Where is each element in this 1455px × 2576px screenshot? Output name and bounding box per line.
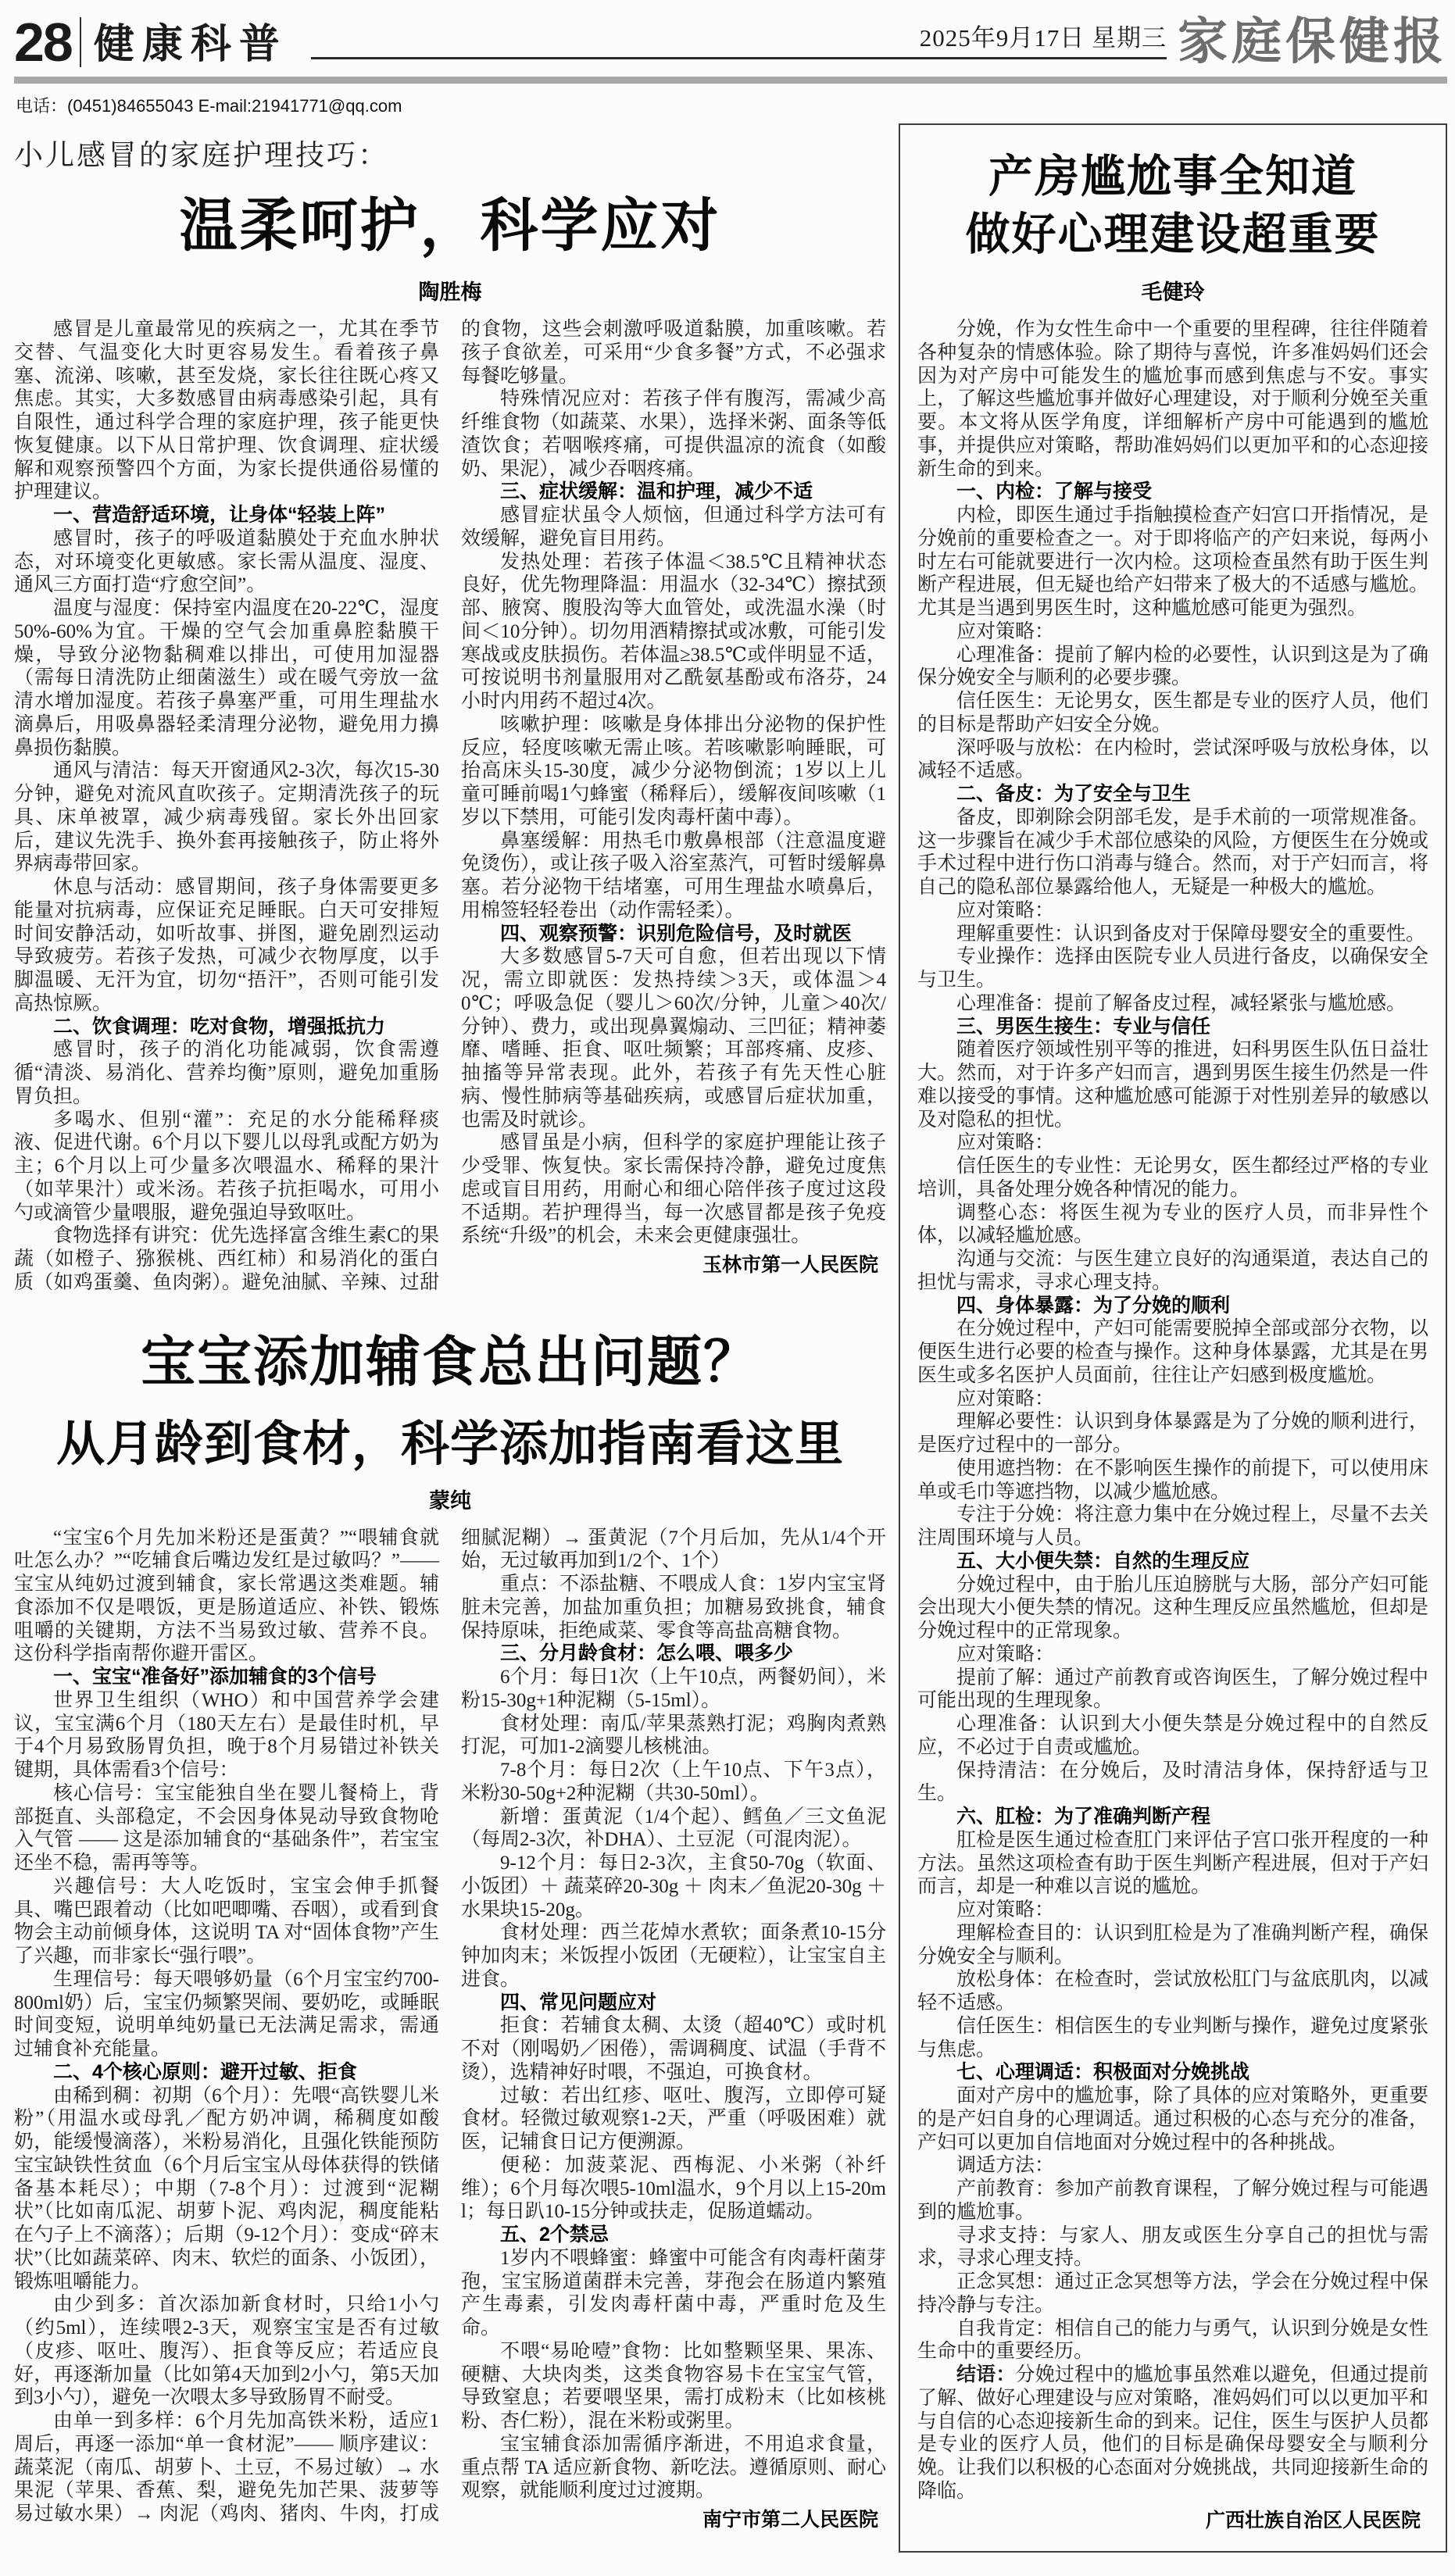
paragraph: 寻求支持：与家人、朋友或医生分享自己的担忧与需求，寻求心理支持。 xyxy=(917,2224,1428,2270)
article-signature: 广西壮族自治区人民医院 xyxy=(1205,2509,1421,2531)
article-baby-feeding-guide xyxy=(14,1318,886,2532)
paragraph: 心理准备：认识到大小便失禁是分娩过程中的自然反应，不必过于自责或尴尬。 xyxy=(917,1713,1428,1758)
section-heading: 四、常见问题应对 xyxy=(500,1991,657,2013)
paragraph: 在分娩过程中，产妇可能需要脱掉全部或部分衣物，以便医生进行必要的检查与操作。这种身体暴露，尤其是在男医生或多名医护人员面前，往往让产妇感到极度尴尬。 xyxy=(917,1318,1428,1386)
paragraph: 通风与清洁：每天开窗通风2-3次，每次15-30分钟，避免对流风直吹孩子。定期清洗孩子的玩具、床单被罩，减少病毒残留。家长外出回家后，建议先洗手、换外套再接触孩子，防止将外界病毒带回家。 xyxy=(14,760,439,875)
header-rule xyxy=(311,18,1167,59)
paragraph: 正念冥想：通过正念冥想等方法，学会在分娩过程中保持冷静与专注。 xyxy=(917,2271,1428,2316)
paragraph: 食物选择有讲究：优先选择富含维生素C的果蔬（如橙子、猕猴桃、西红柿）和易消化的蛋白质（如鸡蛋羹、鱼肉粥）。避免油腻、辛辣、过甜的食物，这些会刺激呼吸道黏膜，加重咳嗽。若孩子食欲差，可采用“少食多餐”方式，不必强求每餐吃够量。 xyxy=(14,319,886,1293)
article3-body xyxy=(917,318,1428,2532)
section-heading: 四、观察预警：识别危险信号，及时就医 xyxy=(500,922,853,945)
paragraph: 放松身体：在检查时，尝试放松肛门与盆底肌肉，以减轻不适感。 xyxy=(917,1969,1428,2014)
paragraph: 心理准备：提前了解备皮过程，减轻紧张与尴尬感。 xyxy=(956,992,1407,1014)
paragraph: 理解重要性：认识到备皮对于保障母婴安全的重要性。 xyxy=(956,923,1426,945)
section-heading: 五、2个禁忌 xyxy=(500,2224,609,2246)
paragraph: 9-12个月：每日2-3次，主食50-70g（软面、小饭团）＋ 蔬菜碎20-30g ＋ 肉末／鱼泥20-30g ＋ 水果块15-20g。 xyxy=(461,1853,886,1920)
paragraph: 感冒时，孩子的呼吸道黏膜处于充血水肿状态，对环境变化更敏感。家长需从温度、湿度、通风三方面打造“疗愈空间”。 xyxy=(14,527,439,596)
paragraph: 由单一到多样：6个月先加高铁米粉，适应1周后，再逐一添加“单一食材泥”—— 顺序建议：蔬菜泥（南瓜、胡萝卜、土豆，不易过敏）→ 水果泥（苹果、香蕉、梨，避免先加芒果、菠萝等易过敏水果）→ 肉泥（鸡肉、猪肉、牛肉，打成细腻泥糊）→ 蛋黄泥（7个月后加，先从1/4个开始，无过敏再加到1/2个、1个） xyxy=(14,1527,886,2524)
paragraph: 新增：蛋黄泥（1/4个起）、鳕鱼／三文鱼泥（每周2-3次，补DHA）、土豆泥（可混肉泥）。 xyxy=(461,1806,886,1851)
paragraph: 拒食：若辅食太稠、太烫（超40℃）或时机不对（刚喝奶／困倦），需调稠度、试温（手背不烫），选精神好时喂，不强迫，可换食材。 xyxy=(461,2015,886,2083)
paragraph: 分娩过程中，由于胎儿压迫膀胱与大肠，部分产妇可能会出现大小便失禁的情况。这种生理反应虽然尴尬，但却是分娩过程中的正常现象。 xyxy=(917,1574,1428,1642)
paragraph: 肛检是医生通过检查肛门来评估子宫口张开程度的一种方法。虽然这项检查有助于医生判断产程进展，但对于产妇而言，却是一种难以言说的尴尬。 xyxy=(917,1829,1428,1898)
paragraph: 发热处理：若孩子体温＜38.5℃且精神状态良好，优先物理降温：用温水（32-34℃）擦拭颈部、腋窝、腹股沟等大血管处，或洗温水澡（时间＜10分钟）。切勿用酒精擦拭或冰敷，可能引发寒战或皮肤损伤。若体温≥38.5℃或伴明显不适，可按说明书剂量服用对乙酰氨基酚或布洛芬，24小时内用药不超过4次。 xyxy=(461,551,886,712)
article2-title-line1: 宝宝添加辅食总出问题？ xyxy=(141,1332,760,1393)
section-heading: 一、宝宝“准备好”添加辅食的3个信号 xyxy=(53,1666,377,1688)
paragraph: 由稀到稠：初期（6个月）：先喂“高铁婴儿米粉”（用温水或母乳／配方奶冲调，稀稠度如酸奶，能缓慢滴落），米粉易消化，且强化铁能预防宝宝缺铁性贫血（6个月后宝宝从母体获得的铁储备基本耗尽）；中期（7-8个月）：过渡到“泥糊状”（比如南瓜泥、胡萝卜泥、鸡肉泥，稠度能粘在勺子上不滴落）；后期（9-12个月）：变成“碎末状”（比如蔬菜碎、肉末、软烂的面条、小饭团），锻炼咀嚼能力。 xyxy=(14,2085,439,2292)
section-heading: 三、分月龄食材：怎么喂、喂多少 xyxy=(500,1642,794,1665)
section-heading: 三、症状缓解：温和护理，减少不适 xyxy=(500,481,813,503)
paragraph: 心理准备：提前了解内检的必要性，认识到这是为了确保分娩安全与顺利的必要步骤。 xyxy=(917,644,1428,689)
article1-title: 温柔呵护，科学应对 xyxy=(179,195,721,259)
article-signature: 南宁市第二人民医院 xyxy=(702,2509,878,2531)
paragraph: 应对策略： xyxy=(956,899,1055,921)
section-heading: 二、饮食调理：吃对食物，增强抵抗力 xyxy=(53,1015,386,1038)
section-heading: 七、心理调适：积极面对分娩挑战 xyxy=(956,2061,1250,2084)
page-number: 28 xyxy=(14,12,72,73)
paragraph: 鼻塞缓解：用热毛巾敷鼻根部（注意温度避免烫伤），或让孩子吸入浴室蒸汽，可暂时缓解鼻塞。若分泌物干结堵塞，可用生理盐水喷鼻后，用棉签轻轻卷出（动作需轻柔）。 xyxy=(461,830,886,921)
paragraph: “宝宝6个月先加米粉还是蛋黄？”“喂辅食就吐怎么办？”“吃辅食后嘴边发红是过敏吗？”—— 宝宝从纯奶过渡到辅食，家长常遇这类难题。辅食添加不仅是喂饭，更是肠道适应、补铁、锻炼咀嚼的关键期，方法不当易致过敏、营养不良。这份科学指南帮你避开雷区。 xyxy=(14,1527,439,1665)
paragraph: 食材处理：西兰花焯水煮软；面条煮10-15分钟加肉末；米饭捏小饭团（无硬粒），让宝宝自主进食。 xyxy=(461,1922,886,1990)
article1-kicker: 小儿感冒的家庭护理技巧： xyxy=(14,140,389,172)
paragraph: 1岁内不喂蜂蜜：蜂蜜中可能含有肉毒杆菌芽孢，宝宝肠道菌群未完善，芽孢会在肠道内繁殖产生毒素，引发肉毒杆菌中毒，严重时危及生命。 xyxy=(461,2247,886,2338)
header-thick-rule xyxy=(14,77,1447,84)
paragraph: 备皮，即剃除会阴部毛发，是手术前的一项常规准备。这一步骤旨在减少手术部位感染的风险，方便医生在分娩或手术过程中进行伤口消毒与缝合。然而，对于产妇而言，将自己的隐私部位暴露给他人，无疑是一种极大的尴尬。 xyxy=(917,806,1428,899)
paragraph: 7-8个月：每日2次（上午10点、下午3点），米粉30-50g+2种泥糊（共30-50ml）。 xyxy=(461,1760,886,1804)
article-signature: 玉林市第一人民医院 xyxy=(702,1254,878,1276)
paragraph: 提前了解：通过产前教育或咨询医生，了解分娩过程中可能出现的生理现象。 xyxy=(917,1667,1428,1712)
section-heading: 五、大小便失禁：自然的生理反应 xyxy=(956,1549,1250,1572)
article3-title xyxy=(917,148,1428,264)
paragraph: 信任医生：相信医生的专业判断与操作，避免过度紧张与焦虑。 xyxy=(917,2015,1428,2060)
paragraph: 随着医疗领域性别平等的推进，妇科男医生队伍日益壮大。然而，对于许多产妇而言，遇到男医生接生仍然是一件难以接受的事情。这种尴尬感可能源于对性别差异的敏感以及对隐私的担忧。 xyxy=(917,1039,1428,1131)
paragraph: 面对产房中的尴尬事，除了具体的应对策略外，更重要的是产妇自身的心理调适。通过积极的心态与充分的准备，产妇可以更加自信地面对分娩过程中的各种挑战。 xyxy=(917,2085,1428,2153)
paragraph: 温度与湿度：保持室内温度在20-22℃，湿度50%-60%为宜。干燥的空气会加重鼻腔黏膜干燥，导致分泌物黏稠难以排出，可使用加湿器（需每日清洗防止细菌滋生）或在暖气旁放一盆清水增加湿度。若孩子鼻塞严重，可用生理盐水滴鼻后，用吸鼻器轻柔清理分泌物，避免用力擤鼻损伤黏膜。 xyxy=(14,598,439,759)
section-heading: 一、内检：了解与接受 xyxy=(956,481,1153,503)
paragraph: 内检，即医生通过手指触摸检查产妇宫口开指情况，是分娩前的重要检查之一。对于即将临产的产妇来说，每两小时左右可能就要进行一次内检。这项检查虽然有助于医生判断产程进展，但无疑也给产妇带来了极大的不适感与尴尬。尤其是当遇到男医生时，这种尴尬感可能更为强烈。 xyxy=(917,505,1428,620)
paragraph: 信任医生的专业性：无论男女，医生都经过严格的专业培训，具备处理分娩各种情况的能力。 xyxy=(917,1156,1428,1200)
article1-body xyxy=(14,318,886,1295)
section-heading: 二、备皮：为了安全与卫生 xyxy=(956,783,1192,806)
paragraph: 6个月：每日1次（上午10点，两餐奶间），米粉15-30g+1种泥糊（5-15ml）。 xyxy=(461,1667,886,1711)
left-region xyxy=(14,123,886,2553)
article2-body xyxy=(14,1527,886,2532)
header-divider xyxy=(80,17,81,67)
paragraph: 调整心态：将医生视为专业的医疗人员，而非异性个体，以减轻尴尬感。 xyxy=(917,1202,1428,1247)
article2-title xyxy=(14,1318,886,1474)
paragraph: 感冒症状虽令人烦恼，但通过科学方法可有效缓解，避免盲目用药。 xyxy=(461,505,886,549)
paragraph: 沟通与交流：与医生建立良好的沟通渠道，表达自己的担忧与需求，寻求心理支持。 xyxy=(917,1249,1428,1293)
article2-title-line2: 从月龄到食材，科学添加指南看这里 xyxy=(55,1417,844,1471)
paragraph: 由少到多：首次添加新食材时，只给1小勺（约5ml），连续喂2-3天，观察宝宝是否有过敏（皮疹、呕吐、腹泻）、拒食等反应；若适应良好，再逐渐加量（比如第4天加到2小勺，第5天加到3小勺），避免一次喂太多导致肠胃不耐受。 xyxy=(14,2294,439,2409)
issue-date: 2025年9月17日 星期三 xyxy=(919,24,1167,52)
paragraph: 大多数感冒5-7天可自愈，但若出现以下情况，需立即就医：发热持续＞3天，或体温＞40℃；呼吸急促（婴儿＞60次/分钟，儿童＞40次/分钟）、费力，或出现鼻翼煽动、三凹征；精神萎靡、嗜睡、拒食、呕吐频繁；耳部疼痛、皮疹、抽搐等异常表现。此外，若孩子有先天性心脏病、慢性肺病等基础疾病，或感冒后症状加重，也需及时就诊。 xyxy=(461,946,886,1131)
paragraph: 特殊情况应对：若孩子伴有腹泻，需减少高纤维食物（如蔬菜、水果），选择米粥、面条等低渣饮食；若咽喉疼痛，可提供温凉的流食（如酸奶、果泥），减少吞咽疼痛。 xyxy=(461,388,886,480)
paragraph: 保持清洁：在分娩后，及时清洁身体，保持舒适与卫生。 xyxy=(917,1760,1428,1805)
paragraph: 不喂“易呛噎”食物：比如整颗坚果、果冻、硬糖、大块肉类，这类食物容易卡在宝宝气管，导致窒息；若要喂坚果，需打成粉末（比如核桃粉、杏仁粉），混在米粉或粥里。 xyxy=(461,2340,886,2431)
paragraph: 世界卫生组织（WHO）和中国营养学会建议，宝宝满6个月（180天左右）是最佳时机，早于4个月易致肠胃负担，晚于8个月易错过补铁关键期，具体需看3个信号： xyxy=(14,1689,439,1781)
paragraph: 调适方法： xyxy=(956,2155,1055,2177)
paragraph: 结语：分娩过程中的尴尬事虽然难以避免，但通过提前了解、做好心理建设与应对策略，准妈妈们可以以更加平和与自信的心态迎接新生命的到来。记住，医生与医护人员都是专业的医疗人员，他们的目标是确保母婴安全与顺利分娩。让我们以积极的心态面对分娩挑战，共同迎接新生命的降临。 xyxy=(917,2364,1428,2502)
paragraph: 感冒时，孩子的消化功能减弱，饮食需遵循“清淡、易消化、营养均衡”原则，避免加重肠胃负担。 xyxy=(14,1039,439,1107)
paragraph: 应对策略： xyxy=(956,1899,1055,1921)
paragraph: 信任医生：无论男女，医生都是专业的医疗人员，他们的目标是帮助产妇安全分娩。 xyxy=(917,691,1428,735)
paragraph: 生理信号：每天喂够奶量（6个月宝宝约700-800ml奶）后，宝宝仍频繁哭闹、要奶吃，或睡眠时间变短，说明单纯奶量已无法满足需求，需通过辅食补充能量。 xyxy=(14,1968,439,2060)
paragraph: 核心信号：宝宝能独自坐在婴儿餐椅上，背部挺直、头部稳定，不会因身体晃动导致食物呛入气管 —— 这是添加辅食的“基础条件”，若宝宝还坐不稳，需再等等。 xyxy=(14,1782,439,1874)
paragraph: 食材处理：南瓜/苹果蒸熟打泥；鸡胸肉煮熟打泥，可加1-2滴婴儿核桃油。 xyxy=(461,1713,886,1758)
article1-author: 陶胜梅 xyxy=(418,280,482,304)
section-heading: 二、4个核心原则：避开过敏、拒食 xyxy=(53,2060,357,2083)
section-heading: 一、营造舒适环境，让身体“轻装上阵” xyxy=(53,504,386,526)
article2-author: 蒙纯 xyxy=(429,1488,471,1513)
paragraph: 专注于分娩：将注意力集中在分娩过程上，尽量不去关注周围环境与人员。 xyxy=(917,1504,1428,1549)
paragraph: 休息与活动：感冒期间，孩子身体需要更多能量对抗病毒，应保证充足睡眠。白天可安排短时间安静活动，如听故事、拼图，避免剧烈运动导致疲劳。若孩子发热，可减少衣物厚度，以手脚温暖、无汗为宜，切勿“捂汗”，否则可能引发高热惊厥。 xyxy=(14,877,439,1014)
paragraph: 多喝水、但别“灌”：充足的水分能稀释痰液、促进代谢。6个月以下婴儿以母乳或配方奶为主；6个月以上可少量多次喂温水、稀释的果汁（如苹果汁）或米汤。若孩子抗拒喝水，可用小勺或滴管少量喂服，避免强迫导致呕吐。 xyxy=(14,1109,439,1224)
paragraph: 过敏：若出红疹、呕吐、腹泻，立即停可疑食材。轻微过敏观察1-2天，严重（呼吸困难）就医，记辅食日记方便溯源。 xyxy=(461,2085,886,2153)
paragraph: 深呼吸与放松：在内检时，尝试深呼吸与放松身体，以减轻不适感。 xyxy=(917,737,1428,782)
paragraph: 宝宝辅食添加需循序渐进，不用追求食量，重点帮 TA 适应新食物、新吃法。遵循原则、耐心观察，就能顺利度过过渡期。 xyxy=(461,2433,886,2502)
article-child-cold-care xyxy=(14,131,886,1295)
paragraph: 感冒是儿童最常见的疾病之一，尤其在季节交替、气温变化大时更容易发生。看着孩子鼻塞、流涕、咳嗽，甚至发烧，家长往往既心疼又焦虑。其实，大多数感冒由病毒感染引起，具有自限性，通过科学合理的家庭护理，孩子能更快恢复健康。以下从日常护理、饮食调理、症状缓解和观察预警四个方面，为家长提供通俗易懂的护理建议。 xyxy=(14,319,439,503)
paragraph: 应对策略： xyxy=(956,1388,1055,1409)
paragraph: 感冒虽是小病，但科学的家庭护理能让孩子少受罪、恢复快。家长需保持冷静，避免过度焦虑或盲目用药，用耐心和细心陪伴孩子度过这段不适期。若护理得当，每一次感冒都是孩子免疫系统“升级”的机会，未来会更健康强壮。 xyxy=(461,1132,886,1247)
article3-title-line2: 做好心理建设超重要 xyxy=(965,210,1381,260)
paragraph: 兴趣信号：大人吃饭时，宝宝会伸手抓餐具、嘴巴跟着动（比如吧唧嘴、吞咽），或看到食物会主动前倾身体，这说明 TA 对“固体食物”产生了兴趣，而非家长“强行喂”。 xyxy=(14,1875,439,1967)
section-heading: 六、肛检：为了准确判断产程 xyxy=(956,1806,1211,1828)
masthead: 家庭保健报 xyxy=(1178,14,1447,70)
paragraph: 咳嗽护理：咳嗽是身体排出分泌物的保护性反应，轻度咳嗽无需止咳。若咳嗽影响睡眠，可抬高床头15-30度，减少分泌物倒流；1岁以上儿童可睡前喝1勺蜂蜜（稀释后），缓解夜间咳嗽（1岁以下禁用，可能引发肉毒杆菌中毒）。 xyxy=(461,713,886,828)
article-delivery-room-box xyxy=(899,123,1447,2553)
paragraph: 重点：不添盐糖、不喂成人食：1岁内宝宝肾脏未完善，加盐加重负担；加糖易致挑食，辅食保持原味，拒绝咸菜、零食等高盐高糖食物。 xyxy=(461,1574,886,1642)
paragraph: 应对策略： xyxy=(956,1132,1055,1154)
paragraph: 分娩，作为女性生命中一个重要的里程碑，往往伴随着各种复杂的情感体验。除了期待与喜悦，许多准妈妈们还会因为对产房中可能发生的尴尬事而感到焦虑与不安。事实上，了解这些尴尬事并做好心理建设，对于顺利分娩至关重要。本文将从医学角度，详细解析产房中可能遇到的尴尬事，并提供应对策略，帮助准妈妈们以更加平和的心态迎接新生命的到来。 xyxy=(917,319,1428,480)
article3-author: 毛健玲 xyxy=(1141,280,1205,305)
page-header xyxy=(14,12,1447,73)
section-heading: 三、男医生接生：专业与信任 xyxy=(956,1015,1211,1038)
article3-title-line1: 产房尴尬事全知道 xyxy=(988,152,1357,202)
section-title: 健康科普 xyxy=(93,23,288,67)
page-content xyxy=(14,123,1447,2553)
paragraph: 使用遮挡物：在不影响医生操作的前提下，可以使用床单或毛巾等遮挡物，以减少尴尬感。 xyxy=(917,1457,1428,1502)
paragraph: 理解必要性：认识到身体暴露是为了分娩的顺利进行，是医疗过程中的一部分。 xyxy=(917,1411,1428,1456)
paragraph: 理解检查目的：认识到肛检是为了准确判断产程，确保分娩安全与顺利。 xyxy=(917,1922,1428,1967)
contact-line: 电话：(0451)84655043 E-mail:21941771@qq.com xyxy=(16,96,402,116)
paragraph: 专业操作：选择由医院专业人员进行备皮，以确保安全与卫生。 xyxy=(917,946,1428,991)
paragraph: 应对策略： xyxy=(956,1643,1055,1665)
paragraph: 便秘：加菠菜泥、西梅泥、小米粥（补纤维）；6个月每次喂5-10ml温水，9个月以上15-20ml；每日趴10-15分钟或扶走，促肠道蠕动。 xyxy=(461,2154,886,2223)
section-heading: 四、身体暴露：为了分娩的顺利 xyxy=(956,1294,1231,1317)
paragraph: 应对策略： xyxy=(956,620,1055,642)
paragraph: 自我肯定：相信自己的能力与勇气，认识到分娩是女性生命中的重要经历。 xyxy=(917,2317,1428,2363)
paragraph: 产前教育：参加产前教育课程，了解分娩过程与可能遇到的尴尬事。 xyxy=(917,2178,1428,2223)
